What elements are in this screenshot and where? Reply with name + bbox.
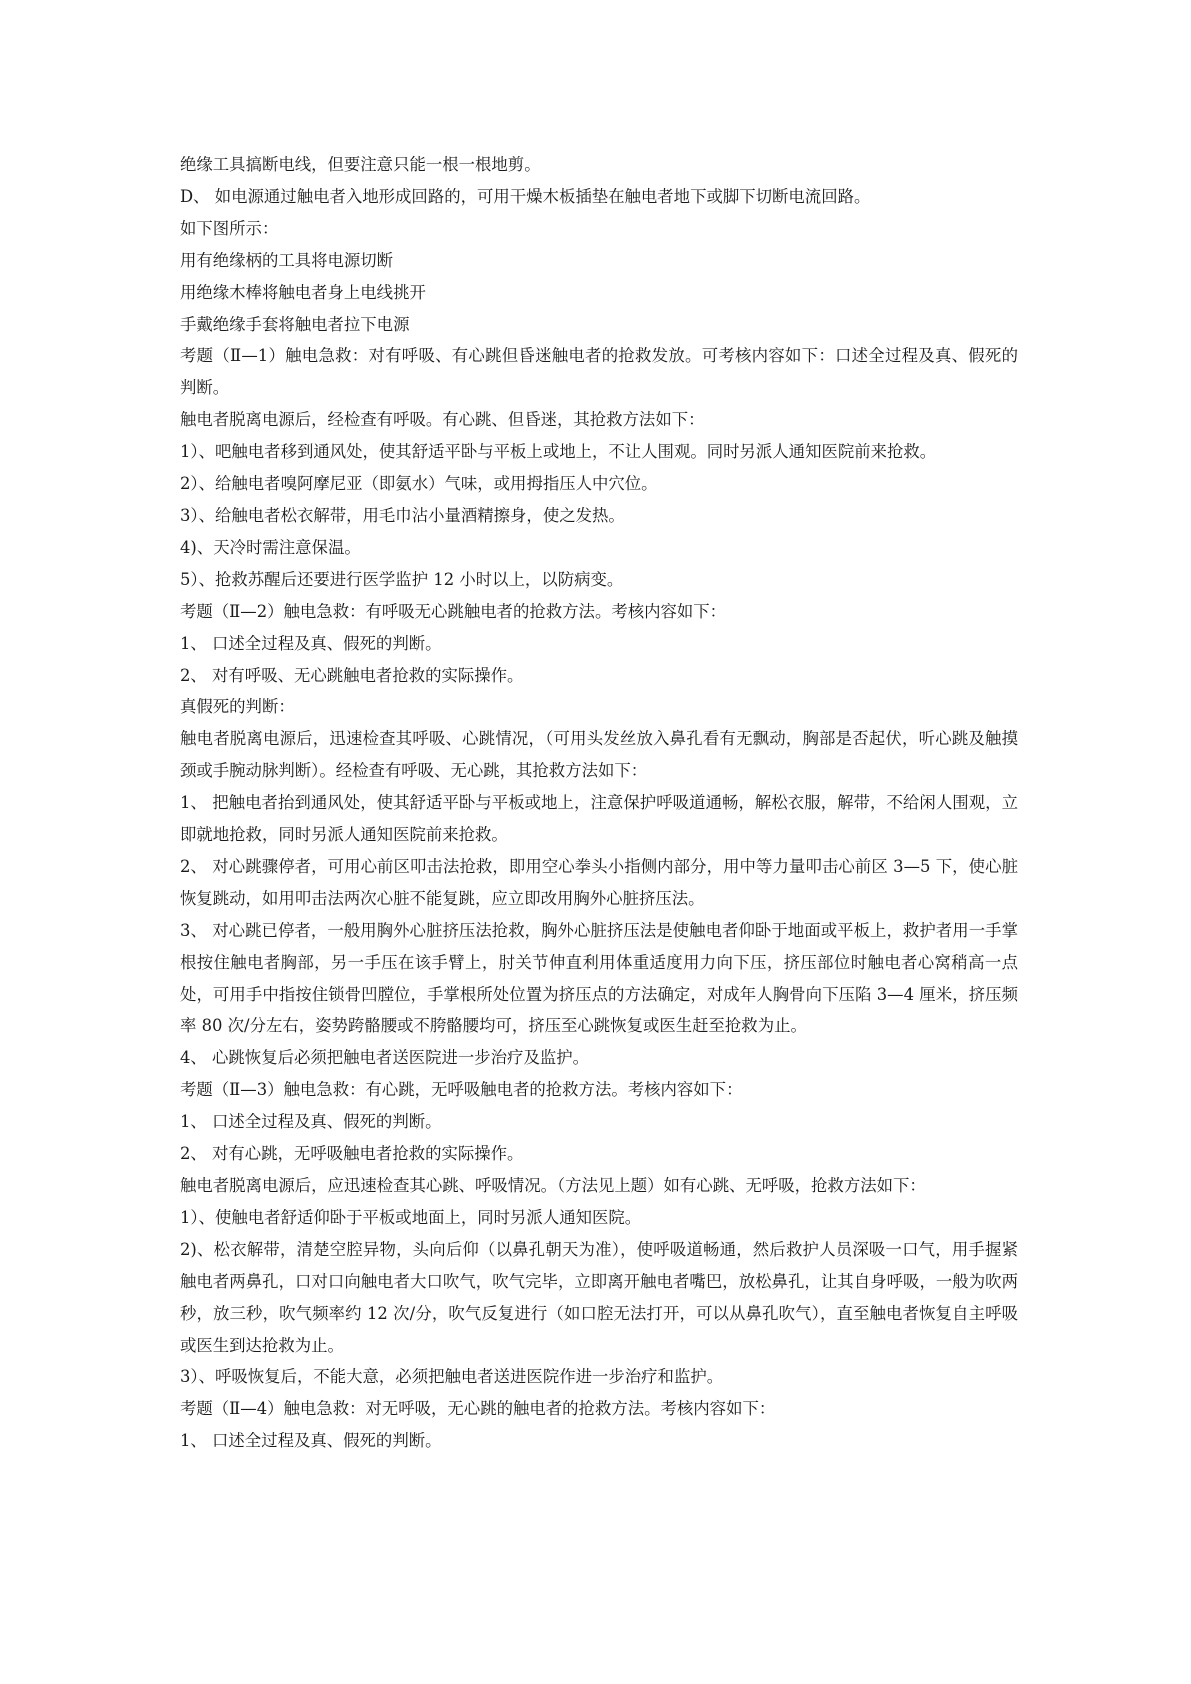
paragraph: 2）、给触电者嗅阿摩尼亚（即氨水）气味，或用拇指压人中穴位。 [180, 474, 658, 494]
paragraph: 3）、呼吸恢复后，不能大意，必须把触电者送进医院作进一步治疗和监护。 [180, 1367, 724, 1387]
paragraph: 4)、天冷时需注意保温。 [180, 537, 361, 557]
paragraph: 1）、吧触电者移到通风处，使其舒适平卧与平板上或地上，不让人围观。同时另派人通知医院前来抢救。 [180, 442, 937, 462]
paragraph: 真假死的判断： [180, 697, 295, 717]
paragraph: 5）、抢救苏醒后还要进行医学监护 12 小时以上，以防病变。 [180, 569, 624, 589]
paragraph: 1、 口述全过程及真、假死的判断。 [180, 633, 442, 653]
paragraph: 触电者脱离电源后，经检查有呼吸。有心跳、但昏迷，其抢救方法如下： [180, 410, 705, 430]
paragraph: 触电者脱离电源后，迅速检查其呼吸、心跳情况，（可用头发丝放入鼻孔看有无飘动，胸部是否起伏，听心跳及触摸颈或手腕动脉判断）。经检查有呼吸、无心跳，其抢救方法如下： [180, 729, 1018, 781]
paragraph: 2)、松衣解带，清楚空腔异物，头向后仰（以鼻孔朝天为准），使呼吸道畅通，然后救护人员深吸一口气，用手握紧触电者两鼻孔，口对口向触电者大口吹气，吹气完毕，立即离开触电者嘴巴，放松鼻孔，让其自身呼吸，一般为吹两秒，放三秒，吹气频率约 12 次/分，吹气反复进行（如口腔无法打开，可以从鼻孔吹气），直至触电者恢复自主呼吸或医生到达抢救为止。 [180, 1239, 1018, 1355]
paragraph: 考题（Ⅱ—3）触电急救：有心跳，无呼吸触电者的抢救方法。考核内容如下： [180, 1080, 743, 1100]
paragraph: 3、 对心跳已停者，一般用胸外心脏挤压法抢救，胸外心脏挤压法是使触电者仰卧于地面或平板上，救护者用一手掌根按住触电者胸部，另一手压在该手臂上，肘关节伸直利用体重适度用力向下压，挤压部位时触电者心窝稍高一点处，可用手中指按住锁骨凹膛位，手掌根所处位置为挤压点的方法确定，对成年人胸骨向下压陷 3—4 厘米，挤压频率 80 次/分左右，姿势跨骼腰或不胯骼腰均可，挤压至心跳恢复或医生赶至抢救为止。 [180, 920, 1018, 1036]
paragraph: 考题（Ⅱ—2）触电急救：有呼吸无心跳触电者的抢救方法。考核内容如下： [180, 601, 727, 621]
paragraph: 1）、使触电者舒适仰卧于平板或地面上，同时另派人通知医院。 [180, 1207, 642, 1227]
paragraph: 考题（Ⅱ—4）触电急救：对无呼吸，无心跳的触电者的抢救方法。考核内容如下： [180, 1399, 776, 1419]
paragraph: 4、 心跳恢复后必须把触电者送医院进一步治疗及监护。 [180, 1048, 590, 1068]
paragraph: D、 如电源通过触电者入地形成回路的，可用干燥木板插垫在触电者地下或脚下切断电流回路。 [180, 186, 871, 206]
paragraph: 1、 把触电者抬到通风处，使其舒适平卧与平板或地上，注意保护呼吸道通畅，解松衣服，解带，不给闲人围观，立即就地抢救，同时另派人通知医院前来抢救。 [180, 793, 1018, 845]
paragraph: 如下图所示： [180, 218, 279, 238]
document-body [180, 149, 1018, 1457]
paragraph: 2、 对有呼吸、无心跳触电者抢救的实际操作。 [180, 665, 524, 685]
paragraph: 2、 对心跳骤停者，可用心前区叩击法抢救，即用空心拳头小指侧内部分，用中等力量叩击心前区 3—5 下，使心脏恢复跳动，如用叩击法两次心脏不能复跳，应立即改用胸外心脏挤压法。 [180, 856, 1018, 908]
paragraph: 1、 口述全过程及真、假死的判断。 [180, 1112, 442, 1132]
paragraph: 3）、给触电者松衣解带，用毛巾沾小量酒精擦身，使之发热。 [180, 505, 625, 525]
paragraph: 考题（Ⅱ—1）触电急救：对有呼吸、有心跳但昏迷触电者的抢救发放。可考核内容如下：口述全过程及真、假死的判断。 [180, 346, 1018, 398]
paragraph: 2、 对有心跳，无呼吸触电者抢救的实际操作。 [180, 1144, 524, 1164]
paragraph: 触电者脱离电源后，应迅速检查其心跳、呼吸情况。（方法见上题）如有心跳、无呼吸，抢救方法如下： [180, 1176, 926, 1195]
paragraph: 绝缘工具搞断电线，但要注意只能一根一根地剪。 [180, 155, 541, 174]
paragraph: 手戴绝缘手套将触电者拉下电源 [180, 314, 410, 334]
paragraph: 用绝缘木棒将触电者身上电线挑开 [180, 282, 426, 302]
paragraph: 1、 口述全过程及真、假死的判断。 [180, 1431, 442, 1451]
paragraph: 用有绝缘柄的工具将电源切断 [180, 250, 394, 270]
